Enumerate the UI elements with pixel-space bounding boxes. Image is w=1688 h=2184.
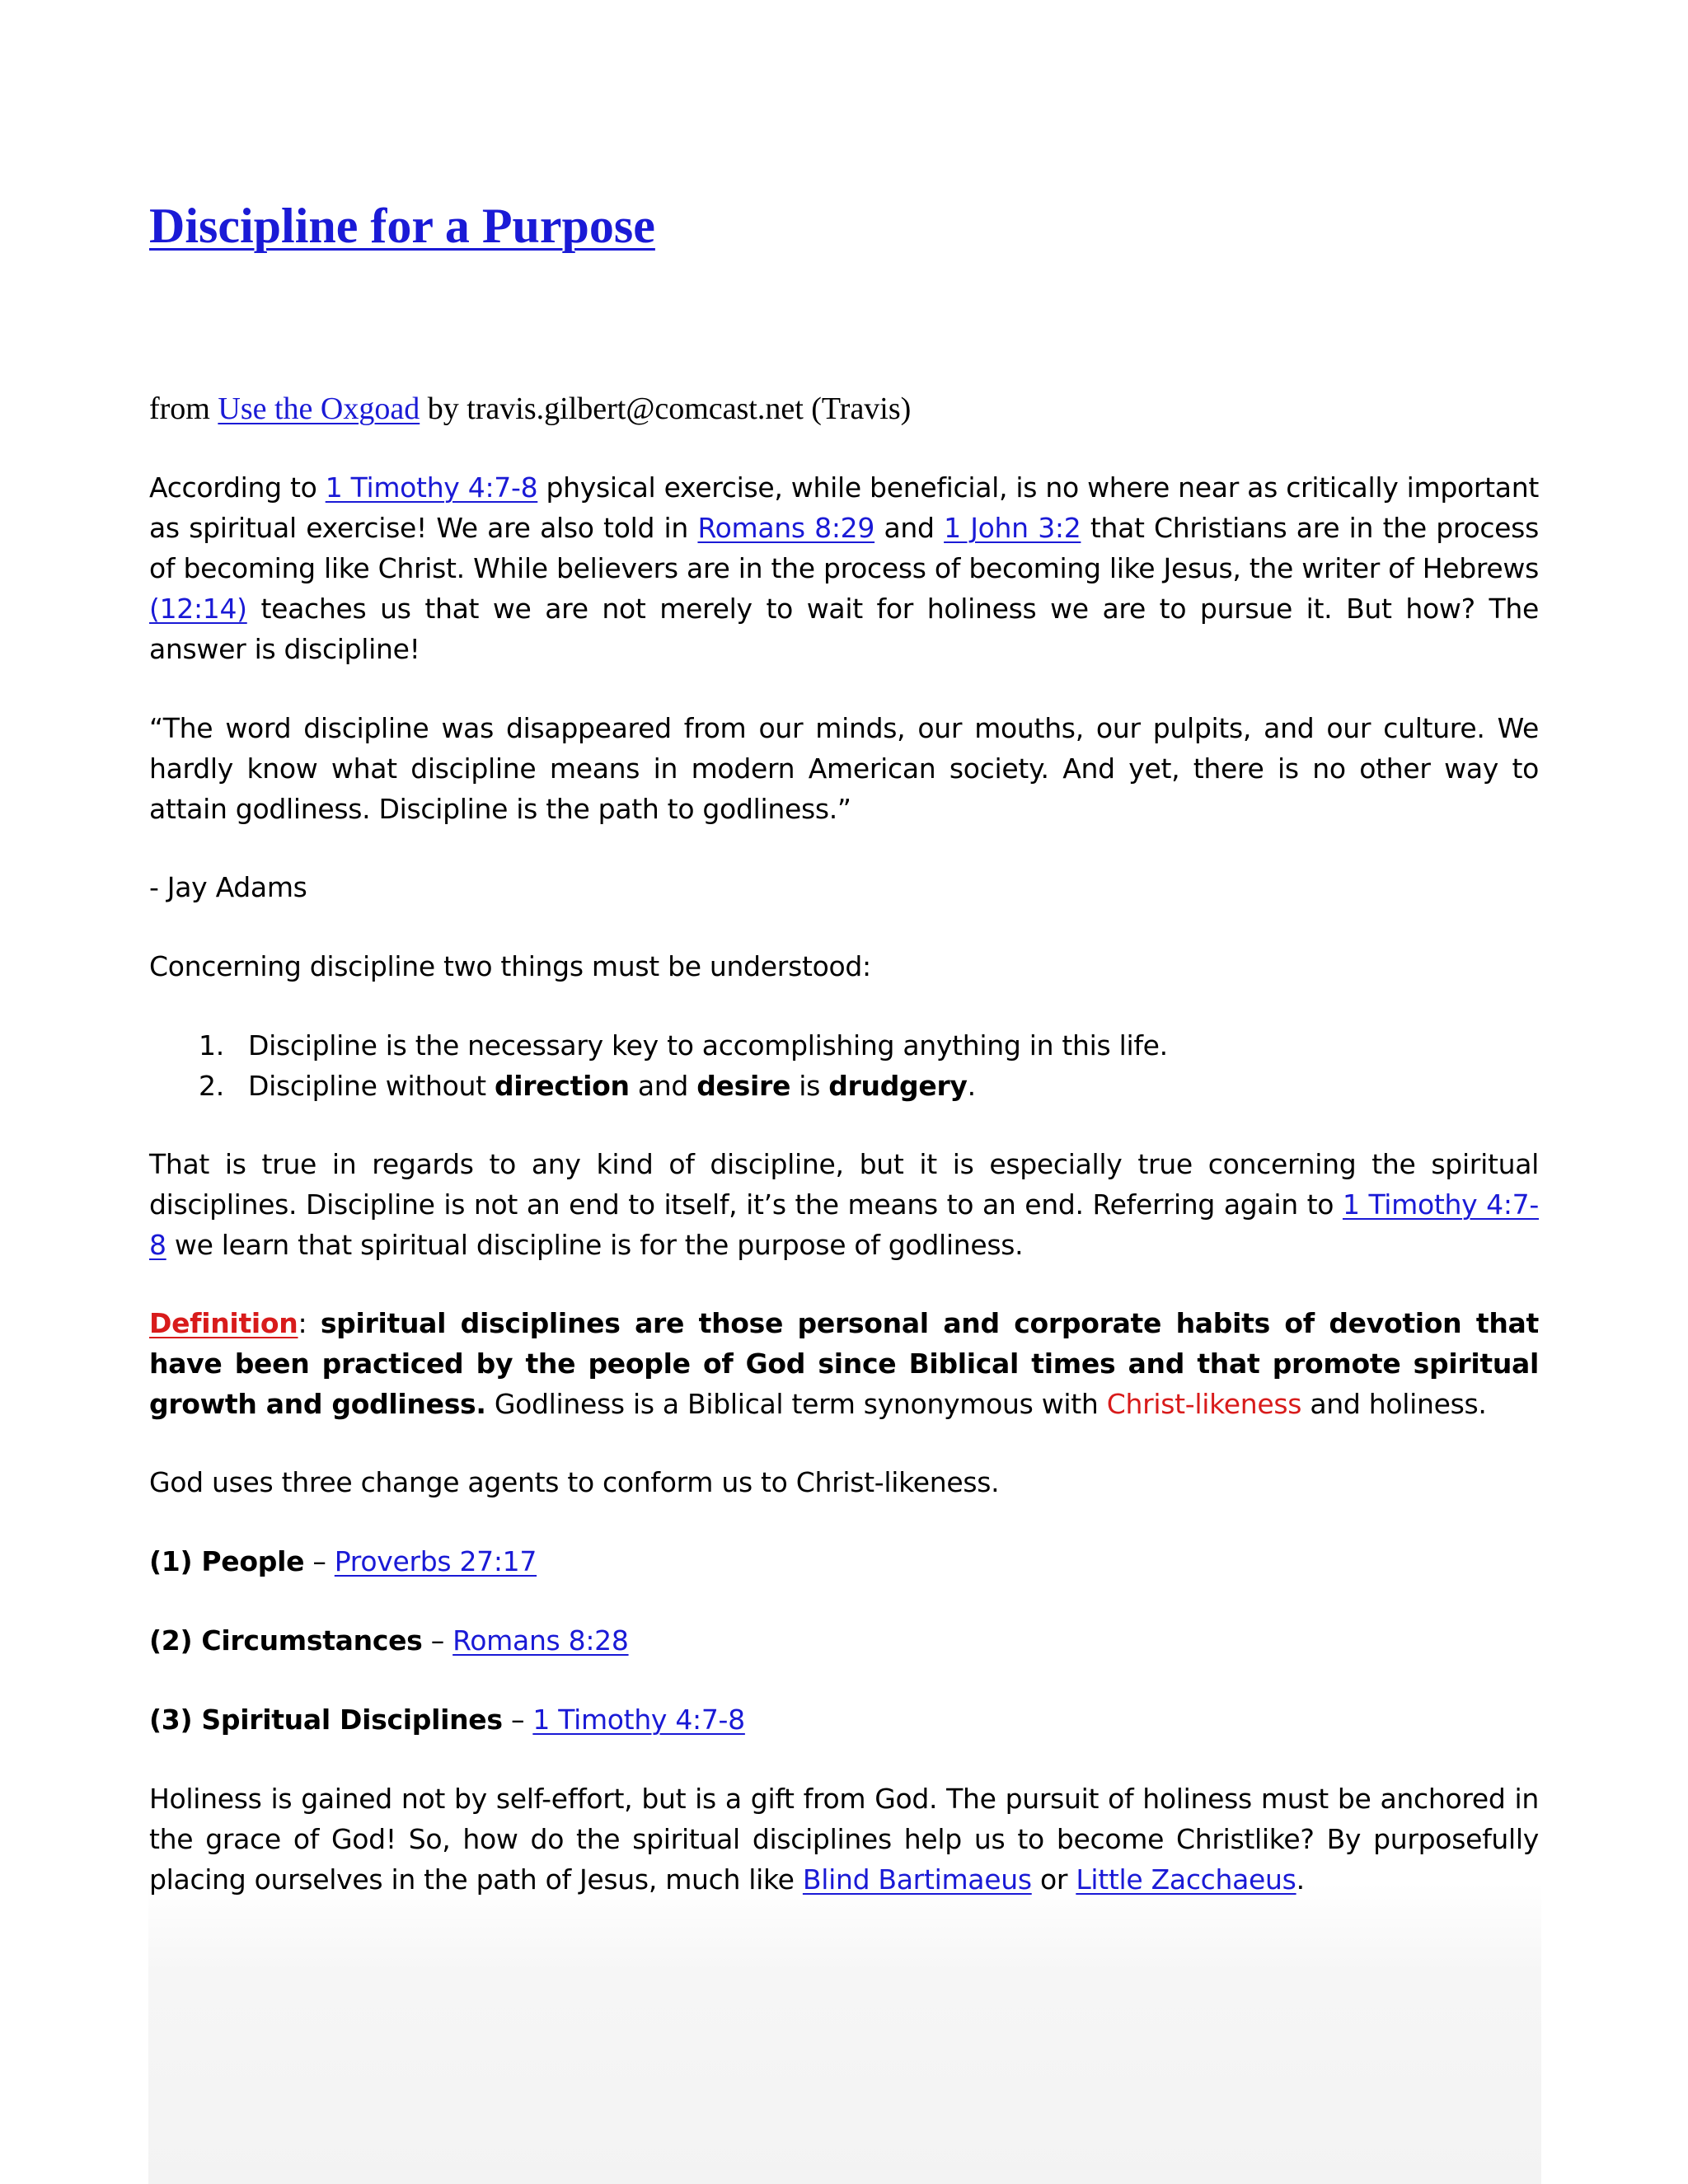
agent-item (149, 1620, 1539, 1661)
link-little-zacchaeus[interactable]: Little Zacchaeus (1076, 1863, 1296, 1896)
numbered-list (149, 1025, 1539, 1106)
agent-dash: – (510, 1704, 525, 1736)
list-number: 2. (199, 1070, 224, 1102)
intro-text-3: and (884, 512, 935, 544)
closing-text-2: or (1039, 1863, 1068, 1896)
paragraph-true (149, 1144, 1539, 1265)
list-period: . (967, 1070, 976, 1102)
concerning-block (149, 946, 1539, 987)
page-shade (148, 1883, 1541, 2184)
quote-attribution: - Jay Adams (149, 871, 307, 903)
agent-label: (2) Circumstances (149, 1624, 423, 1657)
list-item (149, 1025, 1539, 1066)
scripture-link-romans-8-29[interactable]: Romans 8:29 (697, 512, 875, 544)
agent-dash: – (312, 1545, 326, 1577)
agent-label: (3) Spiritual Disciplines (149, 1704, 503, 1736)
byline (149, 389, 911, 429)
definition-block (149, 1303, 1539, 1424)
scripture-link-proverbs[interactable]: Proverbs 27:17 (334, 1545, 537, 1577)
quote-text: “The word discipline was disappeared from our minds, our mouths, our pulpits, and our culture. We hardly know what discipline means in modern American society. And yet, there is no other way to attain godliness. Discipline is the path to godliness.” (149, 712, 1539, 825)
source-link[interactable]: Use the Oxgoad (218, 391, 420, 426)
agents-intro-block (149, 1462, 1539, 1502)
definition-link[interactable]: Definition (149, 1307, 298, 1339)
quote-block (149, 708, 1539, 829)
agents-intro: God uses three change agents to conform us to Christ-likeness. (149, 1466, 1000, 1498)
list-bold-desire: desire (696, 1070, 791, 1102)
scripture-link-1-timothy-third[interactable]: 1 Timothy 4:7-8 (532, 1704, 745, 1736)
list-text: and (637, 1070, 689, 1102)
scripture-link-1-john[interactable]: 1 John 3:2 (944, 512, 1081, 544)
list-text: Discipline without (248, 1070, 486, 1102)
list-bold-direction: direction (494, 1070, 630, 1102)
agent-item (149, 1541, 1539, 1582)
concerning-text: Concerning discipline two things must be understood: (149, 950, 871, 982)
scripture-link-hebrews[interactable]: (12:14) (149, 593, 247, 625)
paragraph-closing (149, 1779, 1539, 1900)
closing-text-1: Holiness is gained not by self-effort, but is a gift from God. The pursuit of holiness must be anchored in the grace of God! So, how do the spiritual disciplines help us to become Christlike? By purposefully placing ourselves in the path of Jesus, much like (149, 1783, 1539, 1896)
intro-text-1: According to (149, 471, 317, 504)
scripture-link-1-timothy[interactable]: 1 Timothy 4:7-8 (325, 471, 538, 504)
true-text-1: That is true in regards to any kind of discipline, but it is especially true concerning the spiritual disciplines. Discipline is not an end to itself, it’s the means to an end. Referring again to (149, 1148, 1539, 1221)
list-text: is (799, 1070, 821, 1102)
link-blind-bartimaeus[interactable]: Blind Bartimaeus (802, 1863, 1032, 1896)
godliness-text-2: and holiness. (1310, 1388, 1487, 1420)
agent-item (149, 1699, 1539, 1740)
definition-text: spiritual disciplines are those personal and corporate habits of devotion that have been practiced by the people of God since Biblical times and that promote spiritual growth and godliness. (149, 1307, 1539, 1420)
agent-label: (1) People (149, 1545, 305, 1577)
agent-dash: – (430, 1624, 444, 1657)
christ-likeness-text: Christ-likeness (1106, 1388, 1302, 1420)
scripture-link-romans-8-28[interactable]: Romans 8:28 (452, 1624, 629, 1657)
numbered-list-block (149, 1025, 1539, 1106)
list-item (149, 1066, 1539, 1106)
closing-period: . (1296, 1863, 1305, 1896)
true-text-2: we learn that spiritual discipline is for the purpose of godliness. (174, 1229, 1024, 1261)
list-item-text: Discipline is the necessary key to accomplishing anything in this life. (248, 1029, 1168, 1062)
paragraph-intro (149, 467, 1539, 669)
list-bold-drudgery: drudgery (828, 1070, 968, 1102)
byline-author: by travis.gilbert@comcast.net (Travis) (427, 391, 912, 426)
intro-text-2: physical exercise, while beneficial, is no where near as critically important as spiritual exercise! We are also told in (149, 471, 1539, 544)
godliness-text-1: Godliness is a Biblical term synonymous with (494, 1388, 1099, 1420)
page-title[interactable]: Discipline for a Purpose (149, 199, 655, 253)
attribution-block (149, 867, 1539, 907)
intro-text-5: teaches us that we are not merely to wait for holiness we are to pursue it. But how? The answer is discipline! (149, 593, 1539, 665)
scripture-link-1-timothy-again[interactable]: 1 Timothy 4:7-8 (149, 1188, 1539, 1261)
definition-colon: : (298, 1307, 307, 1339)
list-number: 1. (199, 1029, 224, 1062)
intro-text-4: that Christians are in the process of becoming like Christ. While believers are in the process of becoming like Jesus, the writer of Hebrews (149, 512, 1539, 584)
byline-from: from (149, 391, 210, 426)
